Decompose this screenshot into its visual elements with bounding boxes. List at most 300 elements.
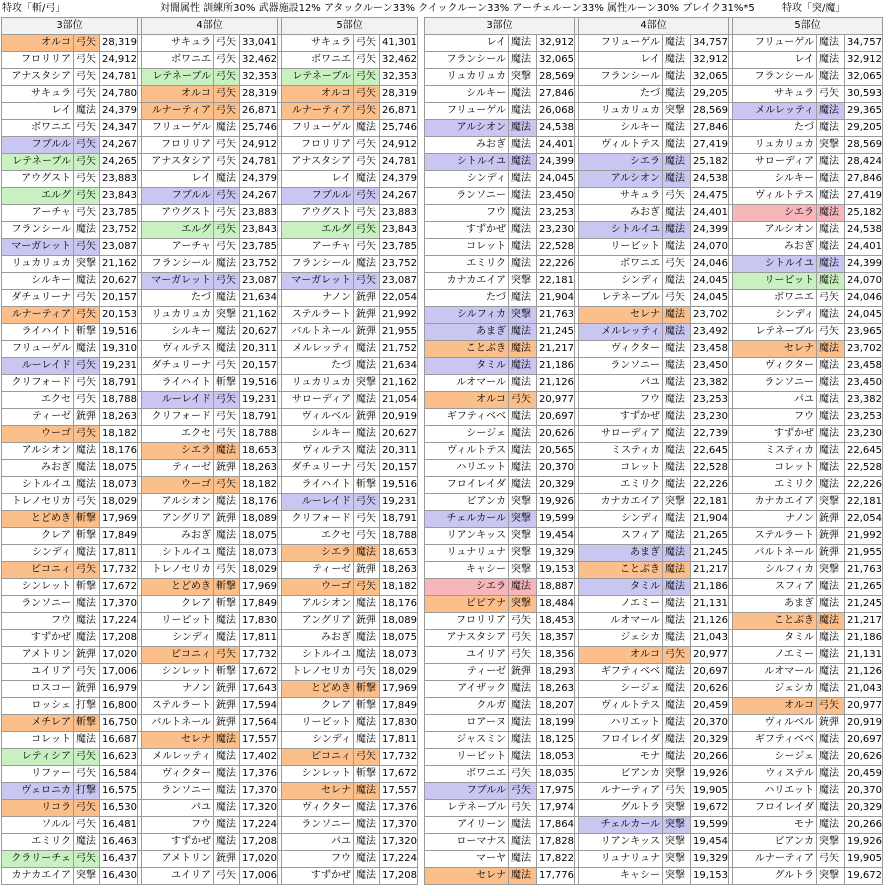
- damage-value: 20,627: [240, 324, 278, 341]
- attack-type: 弓矢: [214, 154, 240, 171]
- table-row: [425, 409, 883, 426]
- table-row: [2, 290, 418, 307]
- damage-value: 23,752: [240, 256, 278, 273]
- character-name: ピコニィ: [2, 562, 74, 579]
- damage-value: 20,697: [845, 732, 883, 749]
- attack-type: 魔法: [74, 273, 100, 290]
- attack-type: 銃弾: [354, 290, 380, 307]
- attack-type: 弓矢: [74, 120, 100, 137]
- damage-value: 23,843: [380, 222, 418, 239]
- damage-value: 17,822: [537, 851, 575, 868]
- damage-value: 21,126: [845, 664, 883, 681]
- attack-type: 魔法: [663, 579, 691, 596]
- character-name: シンディ: [579, 511, 663, 528]
- table-row: [425, 69, 883, 86]
- attack-type: 魔法: [817, 681, 845, 698]
- damage-value: 17,224: [100, 613, 138, 630]
- attack-type: 弓矢: [509, 647, 537, 664]
- character-name: ヴィルトテス: [425, 443, 509, 460]
- table-row: [2, 800, 418, 817]
- character-name: ルーレイド: [142, 392, 214, 409]
- character-name: すずかぜ: [142, 834, 214, 851]
- character-name: シンディ: [425, 171, 509, 188]
- attack-type: 魔法: [509, 477, 537, 494]
- attack-type: 魔法: [663, 358, 691, 375]
- attack-type: 弓矢: [509, 800, 537, 817]
- attack-type: 斬撃: [214, 375, 240, 392]
- character-name: セレナ: [733, 341, 817, 358]
- damage-value: 20,153: [100, 307, 138, 324]
- character-name: リュカリュカ: [733, 137, 817, 154]
- damage-value: 21,162: [100, 256, 138, 273]
- character-name: チェルカール: [425, 511, 509, 528]
- attack-type: 魔法: [663, 715, 691, 732]
- damage-value: 19,905: [845, 851, 883, 868]
- attack-type: 魔法: [509, 137, 537, 154]
- table-row: [2, 817, 418, 834]
- character-name: ミスティカ: [579, 443, 663, 460]
- damage-value: 18,653: [240, 443, 278, 460]
- character-name: ヴィルトテス: [579, 137, 663, 154]
- damage-value: 24,781: [380, 154, 418, 171]
- table-row: [425, 137, 883, 154]
- damage-value: 22,645: [845, 443, 883, 460]
- attack-type: 斬撃: [74, 528, 100, 545]
- attack-type: 魔法: [214, 834, 240, 851]
- table-row: [425, 868, 883, 885]
- damage-value: 17,864: [537, 817, 575, 834]
- damage-value: 24,781: [100, 69, 138, 86]
- attack-type: 魔法: [817, 239, 845, 256]
- damage-value: 24,045: [691, 290, 729, 307]
- character-name: すずかぜ: [2, 630, 74, 647]
- damage-value: 21,131: [845, 647, 883, 664]
- attack-type: 魔法: [509, 749, 537, 766]
- character-name: リコラ: [2, 800, 74, 817]
- character-name: アウグスト: [2, 171, 74, 188]
- damage-value: 20,627: [380, 426, 418, 443]
- damage-value: 18,263: [380, 562, 418, 579]
- damage-value: 23,883: [100, 171, 138, 188]
- damage-value: 20,977: [691, 647, 729, 664]
- damage-value: 32,462: [240, 52, 278, 69]
- table-row: [425, 477, 883, 494]
- attack-type: 魔法: [509, 698, 537, 715]
- character-name: ボワニエ: [282, 52, 354, 69]
- damage-value: 21,054: [380, 392, 418, 409]
- damage-value: 24,912: [100, 52, 138, 69]
- table-row: [2, 613, 418, 630]
- attack-type: 魔法: [817, 273, 845, 290]
- damage-value: 28,569: [691, 103, 729, 120]
- attack-type: 魔法: [354, 783, 380, 800]
- damage-value: 18,075: [240, 528, 278, 545]
- attack-type: 魔法: [663, 596, 691, 613]
- damage-value: 21,763: [537, 307, 575, 324]
- attack-type: 弓矢: [74, 52, 100, 69]
- character-name: レテネーブル: [425, 800, 509, 817]
- table-row: [425, 392, 883, 409]
- damage-value: 17,975: [537, 783, 575, 800]
- damage-value: 20,311: [380, 443, 418, 460]
- character-name: グルトラ: [733, 868, 817, 885]
- damage-value: 23,785: [100, 205, 138, 222]
- damage-value: 21,245: [537, 324, 575, 341]
- damage-value: 26,871: [240, 103, 278, 120]
- character-name: フロリリア: [282, 137, 354, 154]
- damage-value: 32,065: [691, 69, 729, 86]
- attack-type: 突撃: [817, 137, 845, 154]
- character-name: エクセ: [2, 392, 74, 409]
- attack-type: 突撃: [663, 834, 691, 851]
- character-name: オルコ: [579, 647, 663, 664]
- damage-value: 18,073: [380, 647, 418, 664]
- damage-value: 19,905: [691, 783, 729, 800]
- damage-value: 27,846: [691, 120, 729, 137]
- attack-type: 弓矢: [214, 137, 240, 154]
- attack-type: 魔法: [509, 375, 537, 392]
- attack-type: 弓矢: [214, 69, 240, 86]
- damage-value: 24,267: [380, 188, 418, 205]
- damage-value: 32,065: [845, 69, 883, 86]
- attack-type: 魔法: [663, 69, 691, 86]
- damage-value: 17,776: [537, 868, 575, 885]
- damage-value: 21,217: [845, 613, 883, 630]
- attack-type: 弓矢: [214, 103, 240, 120]
- attack-type: 弓矢: [354, 137, 380, 154]
- table-row: [425, 52, 883, 69]
- character-name: クルガ: [425, 698, 509, 715]
- character-name: フリューゲル: [425, 103, 509, 120]
- attack-type: 突撃: [663, 494, 691, 511]
- damage-value: 21,245: [845, 596, 883, 613]
- attack-type: 弓矢: [214, 647, 240, 664]
- attack-type: 弓矢: [74, 205, 100, 222]
- attack-type: 弓矢: [74, 664, 100, 681]
- damage-value: 24,045: [537, 171, 575, 188]
- character-name: シンディ: [579, 273, 663, 290]
- attack-type: 魔法: [214, 120, 240, 137]
- damage-value: 20,626: [845, 749, 883, 766]
- damage-value: 18,089: [240, 511, 278, 528]
- damage-value: 24,070: [845, 273, 883, 290]
- character-name: ランソニー: [2, 596, 74, 613]
- damage-value: 23,702: [691, 307, 729, 324]
- damage-value: 18,788: [240, 426, 278, 443]
- attack-type: 弓矢: [663, 256, 691, 273]
- attack-type: 銃弾: [214, 511, 240, 528]
- table-row: [2, 545, 418, 562]
- character-name: フブルル: [282, 188, 354, 205]
- damage-value: 26,871: [380, 103, 418, 120]
- damage-value: 18,089: [380, 613, 418, 630]
- character-name: アルシオン: [282, 596, 354, 613]
- character-name: トレノセリカ: [142, 562, 214, 579]
- table-row: [2, 443, 418, 460]
- character-name: ルナーティア: [579, 783, 663, 800]
- damage-value: 18,791: [100, 375, 138, 392]
- damage-value: 22,226: [845, 477, 883, 494]
- attack-type: 魔法: [74, 630, 100, 647]
- character-name: サキュラ: [282, 35, 354, 52]
- damage-value: 22,181: [537, 273, 575, 290]
- damage-value: 24,912: [380, 137, 418, 154]
- attack-type: 魔法: [663, 205, 691, 222]
- damage-value: 29,205: [845, 120, 883, 137]
- character-name: マーガレット: [282, 273, 354, 290]
- attack-type: 弓矢: [74, 375, 100, 392]
- character-name: アルシオン: [579, 171, 663, 188]
- character-name: あまぎ: [425, 324, 509, 341]
- attack-type: 突撃: [817, 868, 845, 885]
- table-row: [2, 375, 418, 392]
- attack-type: 魔法: [817, 630, 845, 647]
- damage-value: 18,887: [537, 579, 575, 596]
- character-name: リーピット: [425, 749, 509, 766]
- damage-value: 24,267: [100, 137, 138, 154]
- table-row: [2, 137, 418, 154]
- attack-type: 魔法: [663, 664, 691, 681]
- damage-value: 18,207: [537, 698, 575, 715]
- damage-value: 23,253: [845, 409, 883, 426]
- attack-type: 魔法: [663, 613, 691, 630]
- character-name: たづ: [733, 120, 817, 137]
- character-name: シンディ: [142, 630, 214, 647]
- damage-value: 19,516: [100, 324, 138, 341]
- attack-type: 弓矢: [214, 222, 240, 239]
- character-name: カナカエイア: [579, 494, 663, 511]
- attack-type: 魔法: [354, 120, 380, 137]
- attack-type: 魔法: [354, 341, 380, 358]
- damage-value: 19,231: [380, 494, 418, 511]
- attack-type: 魔法: [509, 732, 537, 749]
- attack-type: 打撃: [74, 783, 100, 800]
- character-name: アナスタシア: [142, 154, 214, 171]
- attack-type: 弓矢: [509, 630, 537, 647]
- attack-type: 魔法: [74, 222, 100, 239]
- damage-value: 23,230: [537, 222, 575, 239]
- attack-type: 弓矢: [74, 307, 100, 324]
- character-name: セレナ: [579, 307, 663, 324]
- table-row: [2, 273, 418, 290]
- attack-type: 魔法: [663, 732, 691, 749]
- character-name: サキュラ: [579, 188, 663, 205]
- table-row: [2, 222, 418, 239]
- damage-value: 19,310: [100, 341, 138, 358]
- damage-value: 28,569: [845, 137, 883, 154]
- attack-type: 弓矢: [74, 86, 100, 103]
- attack-type: 魔法: [817, 52, 845, 69]
- character-name: リュカリュカ: [425, 69, 509, 86]
- damage-value: 28,424: [845, 154, 883, 171]
- damage-value: 20,977: [845, 698, 883, 715]
- attack-type: 魔法: [74, 460, 100, 477]
- table-row: [2, 477, 418, 494]
- character-name: エミリク: [425, 256, 509, 273]
- damage-value: 23,883: [380, 205, 418, 222]
- character-name: フランシール: [282, 256, 354, 273]
- character-name: アナスタシア: [2, 69, 74, 86]
- damage-value: 17,974: [537, 800, 575, 817]
- damage-value: 41,301: [380, 35, 418, 52]
- attack-type: 魔法: [817, 171, 845, 188]
- attack-type: 魔法: [663, 511, 691, 528]
- table-row: [425, 375, 883, 392]
- character-name: リュカリュカ: [2, 256, 74, 273]
- attack-type: 弓矢: [354, 664, 380, 681]
- attack-type: 弓矢: [74, 137, 100, 154]
- character-name: フブルル: [2, 137, 74, 154]
- damage-value: 23,965: [845, 324, 883, 341]
- character-name: アメトリン: [2, 647, 74, 664]
- character-name: ハリエット: [579, 715, 663, 732]
- damage-value: 18,182: [240, 477, 278, 494]
- character-name: ステルラート: [142, 698, 214, 715]
- damage-value: 23,253: [691, 392, 729, 409]
- attack-type: 銃弾: [354, 324, 380, 341]
- damage-value: 18,791: [240, 409, 278, 426]
- attack-type: 魔法: [509, 715, 537, 732]
- attack-type: 魔法: [663, 681, 691, 698]
- character-name: セレナ: [425, 868, 509, 885]
- table-row: [425, 205, 883, 222]
- damage-value: 24,399: [691, 222, 729, 239]
- damage-value: 19,599: [537, 511, 575, 528]
- attack-type: 魔法: [214, 528, 240, 545]
- attack-type: 弓矢: [354, 528, 380, 545]
- damage-value: 19,454: [537, 528, 575, 545]
- damage-value: 22,528: [691, 460, 729, 477]
- attack-type: 魔法: [509, 868, 537, 885]
- damage-value: 23,752: [380, 256, 418, 273]
- character-name: カナカエイア: [733, 494, 817, 511]
- damage-value: 16,979: [100, 681, 138, 698]
- damage-value: 21,186: [537, 358, 575, 375]
- attack-type: 魔法: [663, 630, 691, 647]
- attack-type: 魔法: [354, 392, 380, 409]
- table-row: [425, 358, 883, 375]
- table-row: [2, 834, 418, 851]
- damage-value: 20,626: [537, 426, 575, 443]
- attack-type: 魔法: [214, 800, 240, 817]
- damage-value: 18,199: [537, 715, 575, 732]
- attack-type: 魔法: [817, 222, 845, 239]
- attack-type: 銃弾: [214, 698, 240, 715]
- attack-type: 魔法: [817, 443, 845, 460]
- damage-value: 24,399: [537, 154, 575, 171]
- table-row: [425, 596, 883, 613]
- attack-type: 斬撃: [214, 664, 240, 681]
- damage-value: 27,419: [845, 188, 883, 205]
- character-name: スフィア: [733, 579, 817, 596]
- character-name: フロイレイダ: [425, 477, 509, 494]
- table-row: [2, 579, 418, 596]
- table-row: [2, 732, 418, 749]
- damage-value: 28,319: [240, 86, 278, 103]
- damage-value: 20,697: [537, 409, 575, 426]
- character-name: シトルイユ: [282, 647, 354, 664]
- damage-value: 17,006: [100, 664, 138, 681]
- attack-type: 銃弾: [354, 307, 380, 324]
- character-name: レティシア: [2, 749, 74, 766]
- attack-type: 魔法: [663, 562, 691, 579]
- damage-value: 28,569: [537, 69, 575, 86]
- character-name: シルキー: [2, 273, 74, 290]
- table-row: [425, 681, 883, 698]
- character-name: レイ: [142, 171, 214, 188]
- damage-value: 19,926: [691, 766, 729, 783]
- damage-value: 20,459: [691, 698, 729, 715]
- attack-type: 魔法: [509, 103, 537, 120]
- character-name: アーチャ: [282, 239, 354, 256]
- damage-value: 19,153: [691, 868, 729, 885]
- character-name: セレナ: [282, 783, 354, 800]
- damage-value: 20,697: [691, 664, 729, 681]
- character-name: リアンキッス: [425, 528, 509, 545]
- character-name: ギフティベベ: [733, 732, 817, 749]
- attack-type: 魔法: [817, 664, 845, 681]
- character-name: モナ: [579, 749, 663, 766]
- damage-value: 23,492: [691, 324, 729, 341]
- table-row: [2, 307, 418, 324]
- attack-type: 突撃: [509, 528, 537, 545]
- table-row: [425, 443, 883, 460]
- character-name: アウグスト: [282, 205, 354, 222]
- table-row: [2, 324, 418, 341]
- damage-value: 21,043: [845, 681, 883, 698]
- damage-value: 17,402: [240, 749, 278, 766]
- character-name: たづ: [425, 290, 509, 307]
- table-row: [2, 35, 418, 52]
- character-name: ランソニー: [579, 358, 663, 375]
- right-panel: [424, 17, 883, 885]
- damage-value: 18,182: [380, 579, 418, 596]
- attack-type: 魔法: [817, 188, 845, 205]
- character-name: フランシール: [733, 69, 817, 86]
- character-name: リアンキッス: [579, 834, 663, 851]
- damage-value: 16,463: [100, 834, 138, 851]
- attack-type: 魔法: [663, 749, 691, 766]
- damage-value: 17,969: [100, 511, 138, 528]
- damage-value: 17,672: [240, 664, 278, 681]
- table-row: [425, 188, 883, 205]
- attack-type: 弓矢: [74, 562, 100, 579]
- attack-type: 魔法: [354, 834, 380, 851]
- character-name: ライハイト: [2, 324, 74, 341]
- attack-type: 魔法: [663, 426, 691, 443]
- damage-value: 19,926: [845, 834, 883, 851]
- damage-value: 17,320: [240, 800, 278, 817]
- attack-type: 弓矢: [214, 205, 240, 222]
- character-name: ビアンカ: [579, 766, 663, 783]
- character-name: リーピット: [282, 715, 354, 732]
- character-name: シトルイユ: [2, 477, 74, 494]
- character-name: ステルラート: [733, 528, 817, 545]
- attack-type: 魔法: [214, 290, 240, 307]
- character-name: シンディ: [2, 545, 74, 562]
- attack-type: 弓矢: [74, 239, 100, 256]
- character-name: レイ: [425, 35, 509, 52]
- character-name: シエラ: [425, 579, 509, 596]
- damage-value: 17,224: [380, 851, 418, 868]
- table-row: [2, 239, 418, 256]
- character-name: レイ: [579, 52, 663, 69]
- attack-type: 魔法: [214, 783, 240, 800]
- character-name: クレア: [142, 596, 214, 613]
- character-name: ことぶき: [425, 341, 509, 358]
- attack-type: 魔法: [663, 460, 691, 477]
- damage-value: 21,955: [845, 545, 883, 562]
